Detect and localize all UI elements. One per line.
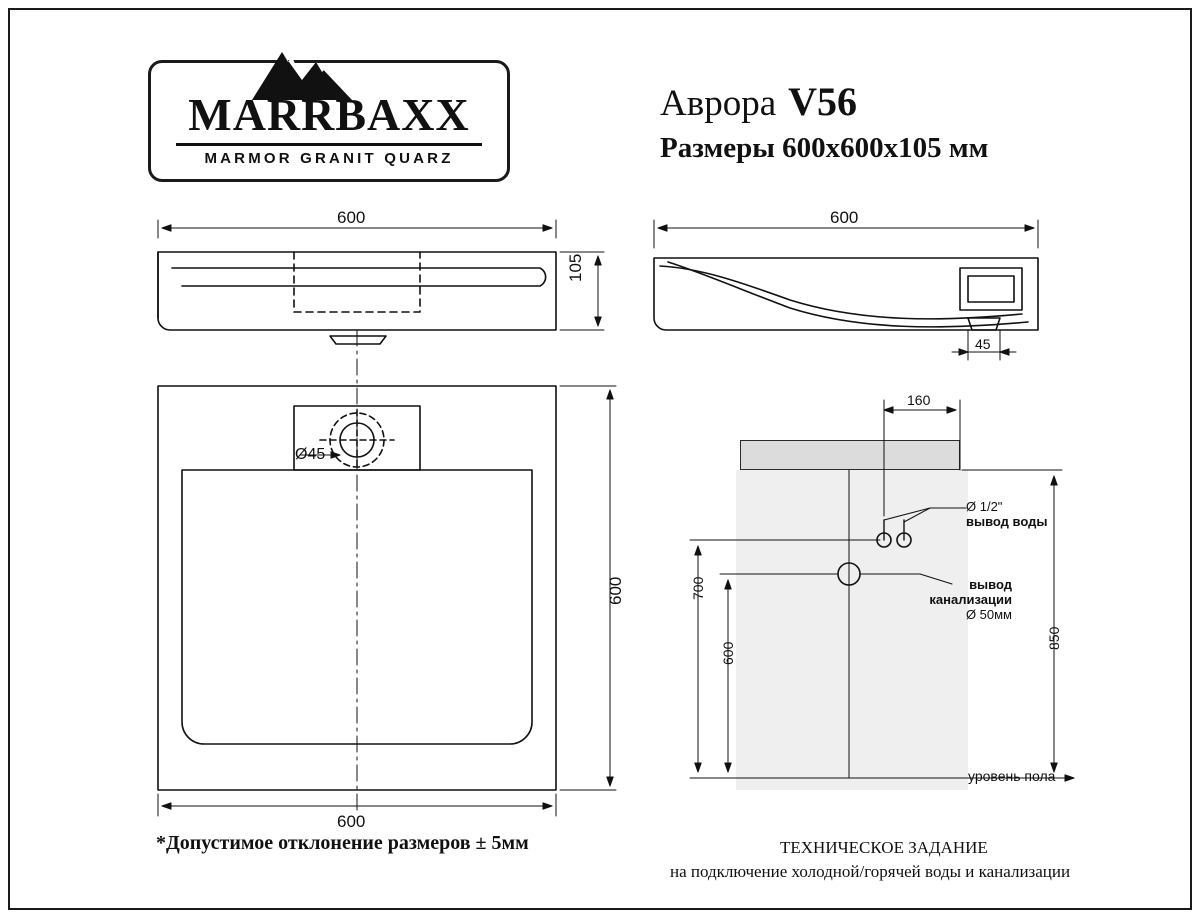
install-height-700-label: 700 [690,576,706,600]
spec-subtitle: на подключение холодной/горячей воды и канализации [670,862,1071,881]
side-view-drain-label: 45 [975,336,991,352]
brand-name: MARRBAXX [188,89,470,140]
install-height-600-label: 600 [720,641,736,665]
spec-title: ТЕХНИЧЕСКОЕ ЗАДАНИЕ [780,838,988,857]
top-view-width-label: 600 [337,812,366,831]
tap-hole-diameter-label: Ø45 [295,446,326,463]
brand-tagline: MARMOR GRANIT QUARZ [204,150,454,167]
front-view-width-label: 600 [337,208,366,227]
product-name: Аврора [660,83,777,124]
sewer-outlet-line1: вывод [969,577,1012,592]
install-height-850-label: 850 [1046,626,1062,650]
floor-level-label: уровень пола [968,768,1056,784]
sewer-outlet-label [908,578,1012,623]
product-dimensions-title: Размеры 600x600x105 мм [660,132,989,164]
tolerance-note: *Допустимое отклонение размеров ± 5мм [156,832,529,854]
top-view-depth-label: 600 [606,576,625,605]
water-outlet-label [966,500,1048,530]
water-outlet-text: вывод воды [966,513,1048,529]
sewer-outlet-diameter: Ø 50мм [965,606,1012,622]
water-outlet-diameter: Ø 1/2" [966,499,1003,514]
sewer-outlet-line2: канализации [929,591,1012,607]
side-view-width-label: 600 [830,208,859,227]
product-model: V56 [788,79,858,124]
front-view-height-label: 105 [566,253,585,282]
install-offset-160-label: 160 [907,392,931,408]
